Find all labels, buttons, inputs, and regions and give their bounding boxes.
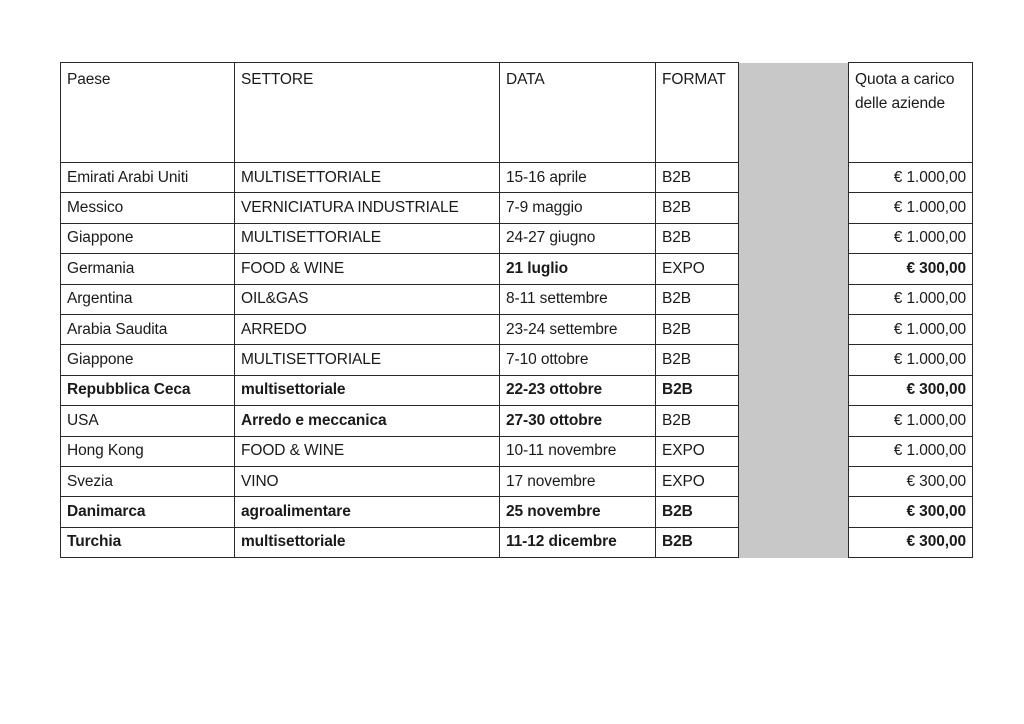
cell-paese: Giappone: [61, 345, 235, 375]
cell-paese: Emirati Arabi Uniti: [61, 163, 235, 193]
header-settore: SETTORE: [235, 63, 500, 163]
cell-settore: Arredo e meccanica: [235, 406, 500, 436]
cell-settore: MULTISETTORIALE: [235, 345, 500, 375]
cell-settore: ARREDO: [235, 314, 500, 344]
table-row: [61, 163, 973, 193]
cell-data: 27-30 ottobre: [500, 406, 656, 436]
cell-data: 10-11 novembre: [500, 436, 656, 466]
cell-quota: € 1.000,00: [849, 193, 973, 223]
cell-paese: Arabia Saudita: [61, 314, 235, 344]
cell-quota: € 1.000,00: [849, 284, 973, 314]
cell-data: 22-23 ottobre: [500, 375, 656, 405]
header-format: FORMAT: [656, 63, 739, 163]
table-row: [61, 375, 973, 405]
cell-paese: Svezia: [61, 466, 235, 496]
cell-blank: [739, 193, 849, 223]
cell-format: B2B: [656, 406, 739, 436]
cell-data: 23-24 settembre: [500, 314, 656, 344]
cell-blank: [739, 254, 849, 284]
cell-blank: [739, 345, 849, 375]
table-row: [61, 406, 973, 436]
cell-format: B2B: [656, 223, 739, 253]
table-header: [61, 63, 973, 163]
cell-paese: Danimarca: [61, 497, 235, 527]
cell-blank: [739, 163, 849, 193]
header-data: DATA: [500, 63, 656, 163]
cell-blank: [739, 314, 849, 344]
cell-settore: agroalimentare: [235, 497, 500, 527]
cell-format: EXPO: [656, 436, 739, 466]
cell-format: B2B: [656, 314, 739, 344]
cell-data: 7-10 ottobre: [500, 345, 656, 375]
cell-format: B2B: [656, 284, 739, 314]
cell-format: B2B: [656, 527, 739, 557]
cell-quota: € 1.000,00: [849, 223, 973, 253]
cell-format: B2B: [656, 345, 739, 375]
cell-blank: [739, 466, 849, 496]
cell-blank: [739, 497, 849, 527]
cell-format: B2B: [656, 375, 739, 405]
cell-blank: [739, 406, 849, 436]
cell-settore: OIL&GAS: [235, 284, 500, 314]
table-row: [61, 314, 973, 344]
cell-data: 17 novembre: [500, 466, 656, 496]
cell-blank: [739, 375, 849, 405]
cell-paese: Argentina: [61, 284, 235, 314]
table-row: [61, 345, 973, 375]
cell-settore: MULTISETTORIALE: [235, 223, 500, 253]
cell-paese: Germania: [61, 254, 235, 284]
header-blank-column: [739, 63, 849, 163]
cell-settore: MULTISETTORIALE: [235, 163, 500, 193]
cell-data: 25 novembre: [500, 497, 656, 527]
cell-paese: Giappone: [61, 223, 235, 253]
cell-quota: € 1.000,00: [849, 163, 973, 193]
cell-data: 8-11 settembre: [500, 284, 656, 314]
cell-settore: FOOD & WINE: [235, 254, 500, 284]
cell-quota: € 300,00: [849, 466, 973, 496]
cell-quota: € 1.000,00: [849, 406, 973, 436]
cell-quota: € 300,00: [849, 254, 973, 284]
cell-settore: multisettoriale: [235, 375, 500, 405]
cell-quota: € 1.000,00: [849, 345, 973, 375]
table-row: [61, 193, 973, 223]
cell-format: B2B: [656, 163, 739, 193]
cell-format: EXPO: [656, 466, 739, 496]
cell-quota: € 1.000,00: [849, 314, 973, 344]
table-row: [61, 284, 973, 314]
cell-data: 21 luglio: [500, 254, 656, 284]
table-row: [61, 254, 973, 284]
cell-quota: € 300,00: [849, 527, 973, 557]
table-row: [61, 223, 973, 253]
cell-paese: USA: [61, 406, 235, 436]
table-row: [61, 527, 973, 557]
cell-paese: Messico: [61, 193, 235, 223]
cell-format: B2B: [656, 497, 739, 527]
cell-settore: FOOD & WINE: [235, 436, 500, 466]
cell-blank: [739, 284, 849, 314]
cell-settore: VERNICIATURA INDUSTRIALE: [235, 193, 500, 223]
header-row: [61, 63, 973, 163]
table-row: [61, 466, 973, 496]
cell-paese: Turchia: [61, 527, 235, 557]
table-row: [61, 436, 973, 466]
cell-settore: multisettoriale: [235, 527, 500, 557]
cell-quota: € 300,00: [849, 375, 973, 405]
cell-settore: VINO: [235, 466, 500, 496]
cell-data: 11-12 dicembre: [500, 527, 656, 557]
cell-data: 15-16 aprile: [500, 163, 656, 193]
cell-data: 7-9 maggio: [500, 193, 656, 223]
cell-paese: Repubblica Ceca: [61, 375, 235, 405]
cell-blank: [739, 223, 849, 253]
header-quota: Quota a carico delle aziende: [849, 63, 973, 163]
cell-quota: € 300,00: [849, 497, 973, 527]
cell-format: B2B: [656, 193, 739, 223]
cell-blank: [739, 436, 849, 466]
cell-quota: € 1.000,00: [849, 436, 973, 466]
cell-blank: [739, 527, 849, 557]
table-body: [61, 163, 973, 558]
events-table: [60, 62, 973, 558]
cell-data: 24-27 giugno: [500, 223, 656, 253]
cell-format: EXPO: [656, 254, 739, 284]
header-paese: Paese: [61, 63, 235, 163]
cell-paese: Hong Kong: [61, 436, 235, 466]
table-row: [61, 497, 973, 527]
